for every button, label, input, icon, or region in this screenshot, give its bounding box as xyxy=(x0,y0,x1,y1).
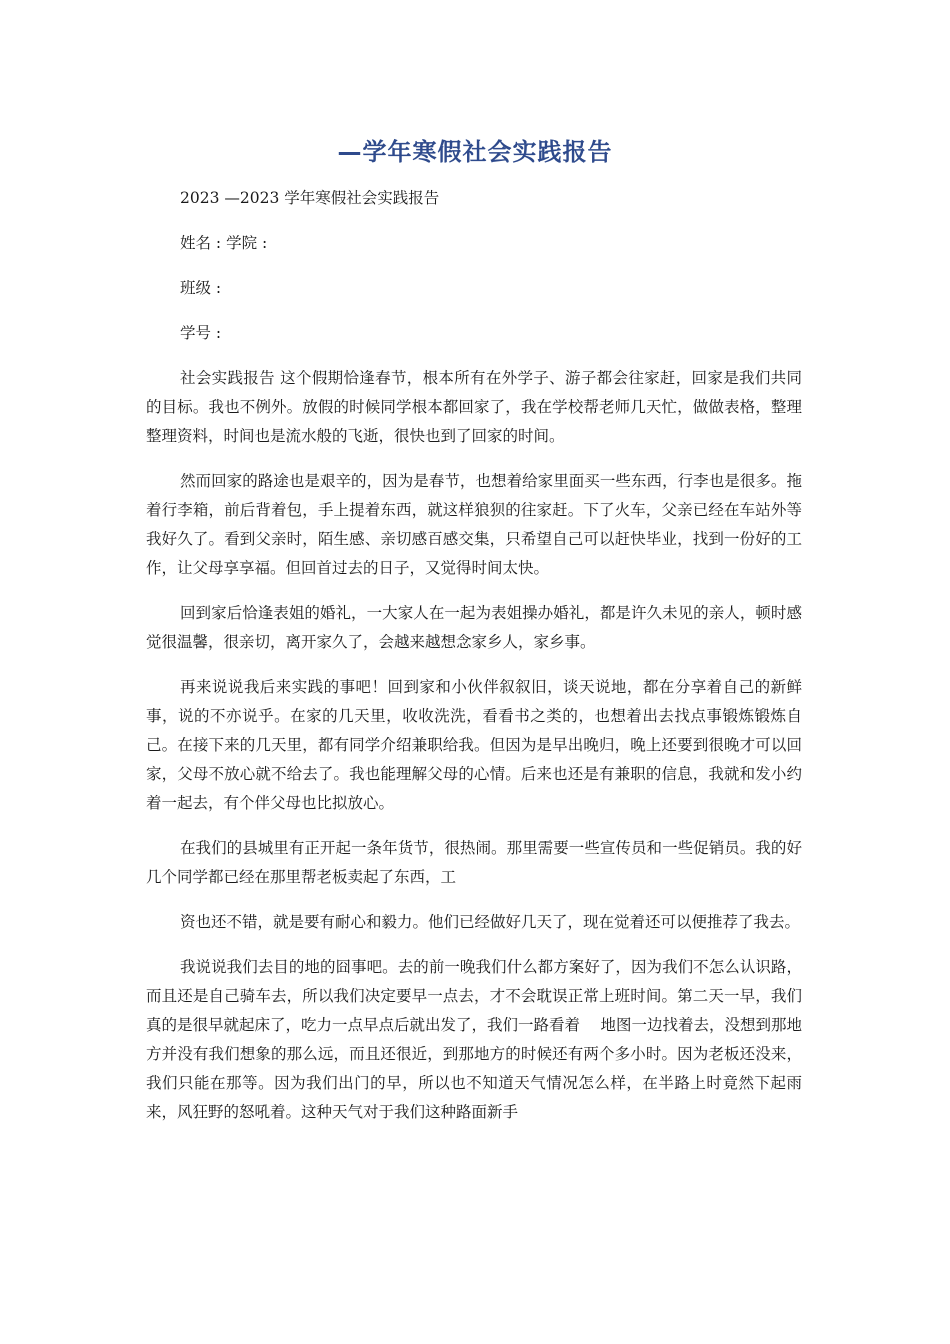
paragraph: 资也还不错，就是要有耐心和毅力。他们已经做好几天了，现在觉着还可以便推荐了我去。 xyxy=(180,913,801,931)
paragraph: 社会实践报告 这个假期恰逢春节，根本所有在外学子、游子都会往家赶，回家是我们共同的目标。我也不例外。放假的时候同学根本都回家了，我在学校帮老师几天忙，做做表格，整理整理资料，时间也是流水般的飞逝，很快也到了回家的时间。 xyxy=(146,369,802,445)
paragraph: 再来说说我后来实践的事吧！回到家和小伙伴叙叙旧，谈天说地，都在分享着自己的新鲜事，说的不亦说乎。在家的几天里，收收洗洗，看看书之类的，也想着出去找点事锻炼锻炼自己。在接下来的几天里，都有同学介绍兼职给我。但因为是早出晚归，晚上还要到很晚才可以回家，父母不放心就不给去了。我也能理解父母的心情。后来也还是有兼职的信息，我就和发小约着一起去，有个伴父母也比拟放心。 xyxy=(146,678,802,812)
name-college-field: 姓名 : 学院 : xyxy=(180,234,268,252)
paragraph: 在我们的县城里有正开起一条年货节，很热闹。那里需要一些宣传员和一些促销员。我的好几个同学都已经在那里帮老板卖起了东西，工 xyxy=(146,839,802,886)
class-field: 班级 : xyxy=(180,279,222,297)
paragraph: 我说说我们去目的地的囧事吧。去的前一晚我们什么都方案好了，因为我们不怎么认识路，而且还是自己骑车去，所以我们决定要早一点去，才不会耽误正常上班时间。第二天一早，我们真的是很早就起床了，吃力一点早点后就出发了，我们一路看着 地图一边找着去，没想到那地方并没有我们想象的那么远，而且还很近，到那地方的时候还有两个多小时。因为老板还没来，我们只能在那等。因为我们出门的早，所以也不知道天气情况怎么样，在半路上时竟然下起雨来，风狂野的怒吼着。这种天气对于我们这种路面新手 xyxy=(146,958,802,1121)
paragraph: 回到家后恰逢表姐的婚礼，一大家人在一起为表姐操办婚礼，都是许久未见的亲人，顿时感觉很温馨，很亲切，离开家久了，会越来越想念家乡人，家乡事。 xyxy=(146,604,802,651)
student-id-field: 学号 : xyxy=(180,324,222,342)
document-body xyxy=(146,184,802,1143)
document-title: —学年寒假社会实践报告 xyxy=(337,138,613,166)
report-subtitle: 2023 —2023 学年寒假社会实践报告 xyxy=(180,189,440,207)
paragraph: 然而回家的路途也是艰辛的，因为是春节，也想着给家里面买一些东西，行李也是很多。拖着行李箱，前后背着包，手上提着东西，就这样狼狈的往家赶。下了火车，父亲已经在车站外等我好久了。看到父亲时，陌生感、亲切感百感交集，只希望自己可以赶快毕业，找到一份好的工作，让父母享享福。但回首过去的日子，又觉得时间太快。 xyxy=(146,472,802,577)
